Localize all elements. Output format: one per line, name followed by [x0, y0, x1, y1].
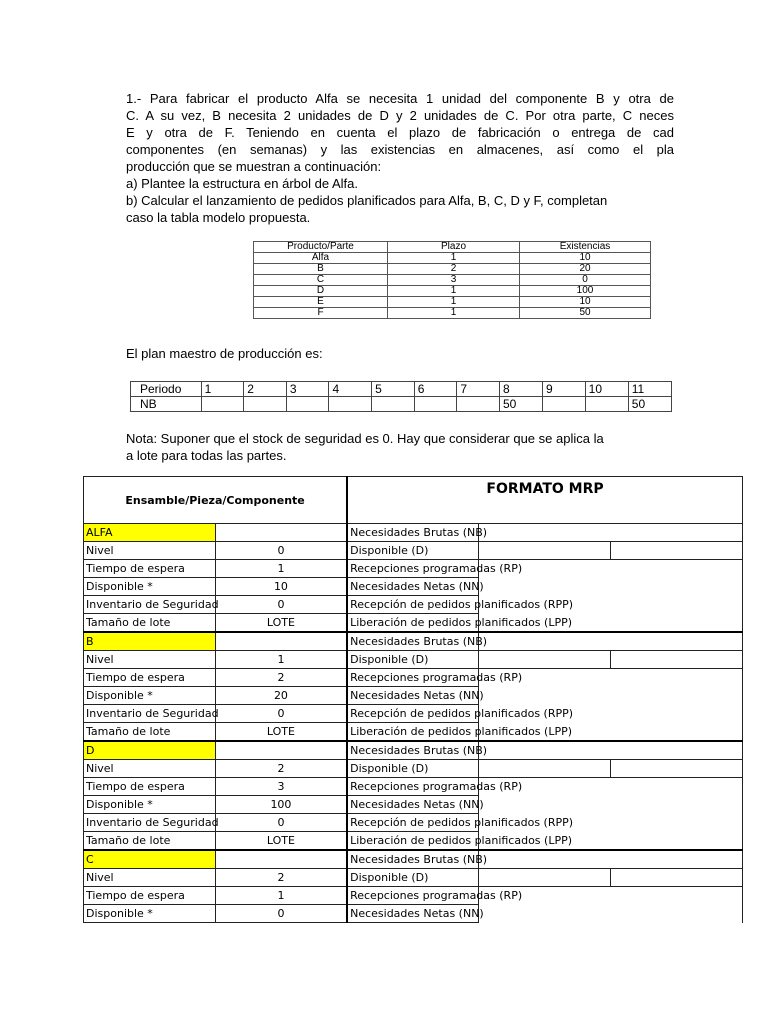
table-row — [84, 778, 743, 796]
table-row — [84, 705, 743, 723]
mrp-param-label: Tamaño de lote — [84, 614, 216, 633]
table-row — [84, 796, 743, 814]
mrp-empty-cell — [215, 741, 347, 760]
parts-header-cell: Producto/Parte — [254, 242, 388, 253]
problem-line: producción que se muestran a continuación: — [126, 159, 382, 174]
mrp-value-cell — [611, 542, 743, 560]
mps-nb-cell — [543, 397, 586, 412]
mps-nb-cell — [457, 397, 500, 412]
table-row — [84, 687, 743, 705]
parts-cell: 1 — [388, 286, 520, 297]
mrp-component-name: ALFA — [84, 524, 216, 542]
mrp-format-label: Necesidades Netas (NN) — [347, 578, 479, 596]
table-row — [84, 869, 743, 887]
parts-cell: 1 — [388, 297, 520, 308]
mps-period-row — [131, 382, 672, 397]
parts-cell: 10 — [520, 253, 651, 264]
mrp-param-value: LOTE — [215, 723, 347, 742]
parts-cell: 20 — [520, 264, 651, 275]
mrp-value-area — [479, 632, 743, 651]
mrp-value-cell — [611, 651, 743, 669]
mrp-param-value: 0 — [215, 814, 347, 832]
mrp-format-label: Liberación de pedidos planificados (LPP) — [347, 723, 479, 742]
mrp-param-value: 100 — [215, 796, 347, 814]
mps-nb-cell — [329, 397, 372, 412]
table-row — [84, 887, 743, 905]
mrp-format-label: Disponible (D) — [347, 760, 479, 778]
mrp-header-right: FORMATO MRP — [347, 477, 742, 524]
mrp-format-label: Recepción de pedidos planificados (RPP) — [347, 705, 479, 723]
mrp-value-area — [479, 524, 743, 542]
mps-nb-cell — [372, 397, 415, 412]
mrp-value-area — [479, 905, 743, 923]
table-row — [84, 832, 743, 851]
table-row — [84, 760, 743, 778]
parts-cell: D — [254, 286, 388, 297]
mps-nb-cell: 50 — [499, 397, 542, 412]
problem-line: 1.- Para fabricar el producto Alfa se necesita 1 unidad del componente B y otra de — [126, 91, 674, 106]
mps-table — [130, 381, 672, 412]
mps-row-label: Periodo — [131, 382, 202, 397]
mrp-value-area — [479, 741, 743, 760]
mrp-format-label: Necesidades Netas (NN) — [347, 687, 479, 705]
mrp-value-cell — [479, 542, 611, 560]
parts-cell: Alfa — [254, 253, 388, 264]
mrp-empty-cell — [215, 524, 347, 542]
parts-cell: 10 — [520, 297, 651, 308]
mrp-param-value: 1 — [215, 887, 347, 905]
parts-cell: E — [254, 297, 388, 308]
mrp-value-area — [479, 687, 743, 705]
mrp-param-label: Disponible * — [84, 687, 216, 705]
mrp-value-cell — [611, 760, 743, 778]
table-row — [84, 596, 743, 614]
mps-row-label: NB — [131, 397, 202, 412]
note-line: a lote para todas las partes. — [126, 448, 287, 463]
parts-cell: 100 — [520, 286, 651, 297]
mrp-param-value: 1 — [215, 560, 347, 578]
mrp-format-label: Necesidades Netas (NN) — [347, 796, 479, 814]
mps-period-cell: 10 — [585, 382, 628, 397]
mrp-section-row — [84, 632, 743, 651]
mrp-param-value: 0 — [215, 542, 347, 560]
mrp-param-label: Inventario de Seguridad — [84, 705, 216, 723]
mps-period-cell: 5 — [372, 382, 415, 397]
mrp-format-label: Disponible (D) — [347, 542, 479, 560]
mrp-table — [83, 476, 743, 923]
mrp-format-label: Liberación de pedidos planificados (LPP) — [347, 614, 479, 633]
mrp-section-row — [84, 850, 743, 869]
mrp-format-label: Necesidades Brutas (NB) — [347, 524, 479, 542]
mrp-param-label: Disponible * — [84, 905, 216, 923]
mrp-empty-cell — [215, 850, 347, 869]
mrp-section-row — [84, 524, 743, 542]
mps-period-cell: 3 — [286, 382, 329, 397]
parts-cell: 1 — [388, 253, 520, 264]
mrp-param-label: Tiempo de espera — [84, 887, 216, 905]
mrp-format-label: Necesidades Brutas (NB) — [347, 741, 479, 760]
mps-period-cell: 9 — [543, 382, 586, 397]
mrp-param-label: Tiempo de espera — [84, 669, 216, 687]
table-row — [84, 542, 743, 560]
parts-cell: 1 — [388, 308, 520, 319]
mps-period-cell: 6 — [414, 382, 457, 397]
mrp-format-label: Disponible (D) — [347, 651, 479, 669]
mrp-param-label: Nivel — [84, 869, 216, 887]
mrp-param-label: Disponible * — [84, 578, 216, 596]
mrp-param-label: Nivel — [84, 651, 216, 669]
mrp-param-value: 2 — [215, 669, 347, 687]
parts-cell: F — [254, 308, 388, 319]
parts-cell: C — [254, 275, 388, 286]
mrp-param-value: 0 — [215, 596, 347, 614]
mrp-param-label: Tiempo de espera — [84, 560, 216, 578]
table-row — [84, 905, 743, 923]
mrp-section-row — [84, 741, 743, 760]
mrp-value-cell — [479, 869, 611, 887]
mrp-param-value: 0 — [215, 705, 347, 723]
parts-header-cell: Existencias — [520, 242, 651, 253]
problem-line: C. A su vez, B necesita 2 unidades de D y 2 unidades de C. Por otra parte, C neces — [126, 108, 674, 123]
mps-title: El plan maestro de producción es: — [126, 346, 323, 361]
table-row — [84, 578, 743, 596]
mrp-value-cell — [479, 651, 611, 669]
mrp-param-label: Nivel — [84, 542, 216, 560]
mps-period-cell: 4 — [329, 382, 372, 397]
mrp-param-value: 0 — [215, 905, 347, 923]
mps-period-cell: 7 — [457, 382, 500, 397]
parts-header-cell: Plazo — [388, 242, 520, 253]
mps-period-cell: 2 — [244, 382, 287, 397]
mrp-param-label: Inventario de Seguridad — [84, 814, 216, 832]
problem-line: caso la tabla modelo propuesta. — [126, 210, 311, 225]
mrp-param-value: LOTE — [215, 614, 347, 633]
mrp-param-value: 3 — [215, 778, 347, 796]
note-line: Nota: Suponer que el stock de seguridad es 0. Hay que considerar que se aplica la — [126, 431, 604, 446]
mps-period-cell: 11 — [628, 382, 671, 397]
parts-cell: 2 — [388, 264, 520, 275]
mps-period-cell: 8 — [499, 382, 542, 397]
table-row — [84, 723, 743, 742]
table-row — [84, 814, 743, 832]
mrp-format-label: Necesidades Brutas (NB) — [347, 632, 479, 651]
mrp-value-cell — [479, 760, 611, 778]
mrp-component-name: C — [84, 850, 216, 869]
parts-cell: 0 — [520, 275, 651, 286]
mrp-format-label: Recepción de pedidos planificados (RPP) — [347, 596, 479, 614]
mps-nb-cell — [286, 397, 329, 412]
note — [126, 430, 674, 464]
problem-line: b) Calcular el lanzamiento de pedidos planificados para Alfa, B, C, D y F, completan — [126, 193, 608, 208]
mrp-param-value: 1 — [215, 651, 347, 669]
mrp-param-value: LOTE — [215, 832, 347, 851]
mrp-format-label: Recepciones programadas (RP) — [347, 669, 479, 687]
mrp-param-value: 10 — [215, 578, 347, 596]
mps-nb-row — [131, 397, 672, 412]
table-row — [84, 614, 743, 633]
mrp-format-label: Recepción de pedidos planificados (RPP) — [347, 814, 479, 832]
table-row — [84, 560, 743, 578]
mps-nb-cell — [201, 397, 244, 412]
mrp-header-row — [84, 477, 743, 524]
mrp-component-name: B — [84, 632, 216, 651]
mrp-param-label: Tiempo de espera — [84, 778, 216, 796]
mrp-empty-cell — [215, 632, 347, 651]
mrp-format-label: Recepciones programadas (RP) — [347, 778, 479, 796]
mrp-format-label: Necesidades Brutas (NB) — [347, 850, 479, 869]
mps-nb-cell: 50 — [628, 397, 671, 412]
mrp-param-label: Disponible * — [84, 796, 216, 814]
mps-nb-cell — [244, 397, 287, 412]
mrp-format-label: Recepciones programadas (RP) — [347, 560, 479, 578]
mrp-param-value: 2 — [215, 869, 347, 887]
mrp-value-cell — [611, 869, 743, 887]
mrp-format-label: Necesidades Netas (NN) — [347, 905, 479, 923]
mps-period-cell: 1 — [201, 382, 244, 397]
problem-line: E y otra de F. Teniendo en cuenta el plazo de fabricación o entrega de cad — [126, 125, 674, 140]
mrp-param-value: 2 — [215, 760, 347, 778]
parts-cell: 3 — [388, 275, 520, 286]
mrp-value-area — [479, 796, 743, 814]
mps-nb-cell — [585, 397, 628, 412]
table-row — [84, 651, 743, 669]
mrp-param-label: Tamaño de lote — [84, 723, 216, 742]
mrp-param-label: Nivel — [84, 760, 216, 778]
mrp-component-name: D — [84, 741, 216, 760]
mrp-param-label: Tamaño de lote — [84, 832, 216, 851]
mrp-param-label: Inventario de Seguridad — [84, 596, 216, 614]
mrp-value-area — [479, 850, 743, 869]
mrp-param-value: 20 — [215, 687, 347, 705]
mrp-format-label: Disponible (D) — [347, 869, 479, 887]
mrp-format-label: Recepciones programadas (RP) — [347, 887, 479, 905]
mrp-format-label: Liberación de pedidos planificados (LPP) — [347, 832, 479, 851]
mps-nb-cell — [414, 397, 457, 412]
parts-cell: B — [254, 264, 388, 275]
mrp-form — [83, 476, 673, 923]
problem-line: componentes (en semanas) y las existencias en almacenes, así como el pla — [126, 142, 674, 157]
mrp-value-area — [479, 578, 743, 596]
table-row — [84, 669, 743, 687]
parts-cell: 50 — [520, 308, 651, 319]
mrp-header-left: Ensamble/Pieza/Componente — [84, 477, 348, 524]
problem-line: a) Plantee la estructura en árbol de Alfa. — [126, 176, 358, 191]
